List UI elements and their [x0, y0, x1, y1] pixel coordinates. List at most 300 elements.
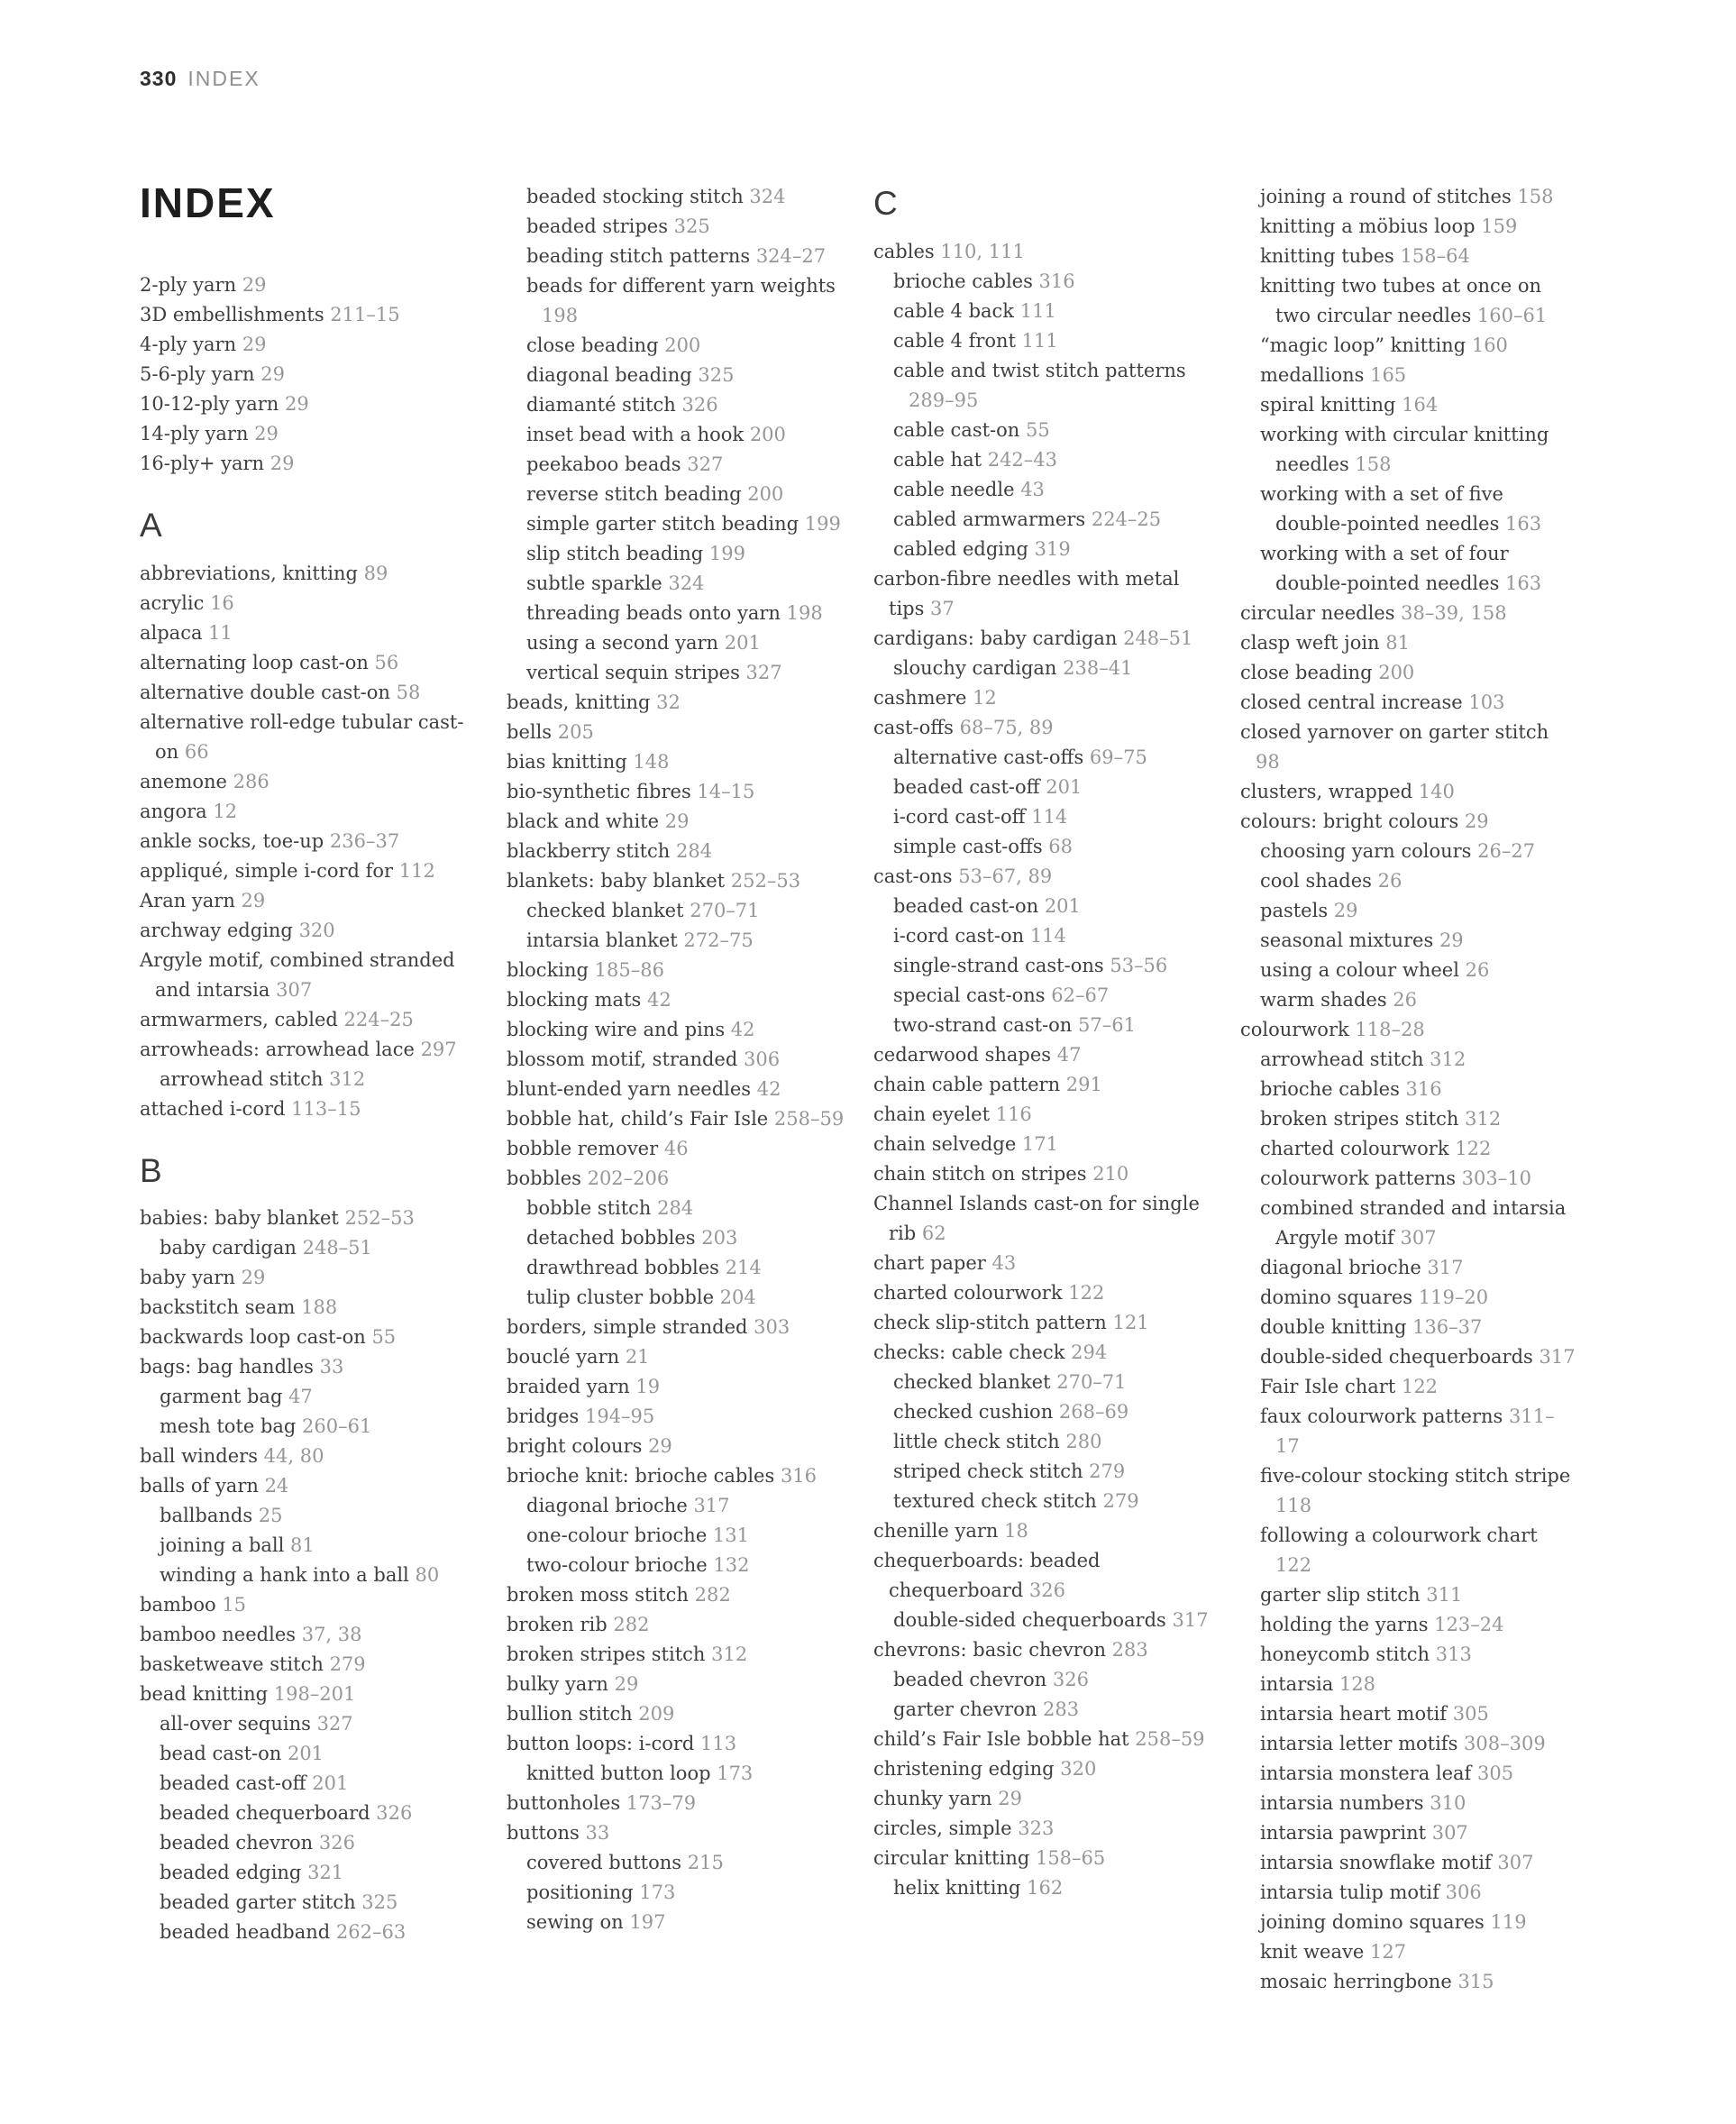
index-subentry [140, 1769, 478, 1799]
entry-page-ref: 162 [1020, 1876, 1064, 1899]
entry-label: subtle sparkle [526, 572, 662, 594]
entry-label: cashmere [873, 686, 967, 709]
index-subentry [1240, 1402, 1578, 1461]
entry-page-ref: 68–75, 89 [953, 716, 1054, 738]
index-subentry [1240, 1759, 1578, 1789]
entry-page-ref: 311–17 [1275, 1405, 1555, 1457]
entry-page-ref: 283 [1106, 1638, 1148, 1661]
entry-label: following a colourwork chart [1260, 1524, 1538, 1546]
index-entry [140, 946, 478, 1005]
entry-label: black and white [507, 810, 660, 832]
entry-label: ballbands [160, 1505, 253, 1527]
entry-label: slip stitch beading [526, 543, 704, 564]
index-subentry [1240, 1075, 1578, 1104]
entry-label: alternative double cast-on [140, 681, 390, 703]
entry-page-ref: 110, 111 [934, 240, 1025, 262]
entry-label: i-cord cast-off [893, 805, 1026, 828]
index-entry [140, 1620, 478, 1650]
entry-page-ref: 29 [234, 889, 266, 911]
entry-label: balls of yarn [140, 1475, 259, 1497]
entry-label: two-colour brioche [526, 1554, 708, 1576]
entry-label: beaded chevron [893, 1668, 1047, 1690]
entry-label: joining a ball [160, 1534, 285, 1557]
entry-label: warm shades [1260, 989, 1387, 1011]
entry-page-ref: 307 [1491, 1852, 1534, 1873]
entry-page-ref: 317 [1165, 1608, 1209, 1631]
entry-label: cast-ons [873, 865, 953, 887]
index-entry [140, 618, 478, 648]
entry-label: peekaboo beads [526, 453, 681, 475]
index-column-1 [140, 179, 478, 1947]
entry-label: intarsia pawprint [1260, 1822, 1427, 1844]
entry-page-ref: 283 [1037, 1698, 1080, 1720]
entry-page-ref: 202–206 [580, 1167, 670, 1189]
entry-page-ref: 324 [662, 572, 705, 594]
entry-label: blossom motif, stranded [507, 1048, 738, 1070]
index-entry [140, 389, 478, 419]
entry-label: blankets: baby blanket [507, 870, 726, 892]
index-entry [507, 1164, 845, 1194]
index-subentry [873, 802, 1211, 832]
entry-page-ref: 171 [1016, 1132, 1059, 1155]
entry-label: chain selvedge [873, 1132, 1017, 1155]
entry-page-ref: 118 [1275, 1495, 1312, 1516]
index-entry [140, 767, 478, 797]
index-entry [1240, 718, 1578, 777]
entry-page-ref: 12 [966, 686, 997, 709]
index-subentry [1240, 926, 1578, 956]
entry-label: close beading [1240, 662, 1373, 683]
entry-label: mosaic herringbone [1260, 1971, 1452, 1992]
entry-page-ref: 44, 80 [257, 1445, 324, 1468]
entry-label: garter chevron [893, 1698, 1037, 1720]
entry-page-ref: 199 [799, 513, 841, 535]
entry-label: beaded cast-off [160, 1772, 306, 1795]
index-subentry [1240, 390, 1578, 420]
index-subentry [1240, 1194, 1578, 1253]
entry-label: braided yarn [507, 1376, 630, 1397]
index-subentry [1240, 1104, 1578, 1134]
index-entry [507, 1789, 845, 1818]
index-subentry [507, 182, 845, 212]
entry-page-ref: 29 [236, 334, 267, 355]
entry-page-ref: 29 [991, 1787, 1022, 1809]
entry-page-ref: 68 [1042, 835, 1074, 857]
entry-label: angora [140, 800, 207, 822]
entry-label: child’s Fair Isle bobble hat [873, 1727, 1129, 1750]
entry-label: faux colourwork patterns [1260, 1405, 1503, 1427]
entry-label: using a second yarn [526, 632, 719, 654]
entry-page-ref: 47 [282, 1386, 313, 1408]
index-subentry [507, 1551, 845, 1580]
entry-page-ref: 324 [743, 186, 786, 207]
index-subentry [873, 654, 1211, 683]
index-entry [140, 708, 478, 767]
index-subentry [507, 658, 845, 688]
index-subentry [1240, 1134, 1578, 1164]
index-subentry [873, 1011, 1211, 1040]
entry-page-ref: 16 [204, 591, 234, 614]
entry-page-ref: 312 [705, 1643, 748, 1665]
entry-label: double-sided chequerboards [893, 1608, 1166, 1631]
entry-page-ref: 324–27 [750, 245, 827, 267]
index-entry [1240, 658, 1578, 688]
entry-page-ref: 173–79 [620, 1792, 697, 1814]
entry-page-ref: 262–63 [330, 1921, 407, 1944]
index-subentry [873, 475, 1211, 505]
entry-label: 3D embellishments [140, 304, 324, 325]
index-entry [140, 449, 478, 479]
index-entry [873, 1516, 1211, 1546]
entry-page-ref: 29 [608, 1673, 639, 1695]
letter-heading: A [140, 507, 162, 544]
index-entry [140, 1005, 478, 1035]
entry-label: i-cord cast-on [893, 924, 1025, 947]
entry-page-ref: 320 [292, 919, 335, 941]
entry-page-ref: 311 [1420, 1584, 1463, 1606]
index-column-4 [1240, 182, 1578, 1997]
entry-page-ref: 319 [1028, 537, 1071, 560]
index-subentry [507, 1194, 845, 1223]
index-entry [1240, 688, 1578, 718]
entry-label: checks: cable check [873, 1341, 1065, 1363]
entry-page-ref: 122 [1275, 1554, 1312, 1576]
index-entry [140, 360, 478, 389]
entry-label: beaded cast-off [893, 775, 1040, 798]
index-subentry [1240, 182, 1578, 212]
entry-label: check slip-stitch pattern [873, 1311, 1107, 1333]
index-entry [873, 1040, 1211, 1070]
entry-page-ref: 114 [1025, 805, 1068, 828]
index-subentry [140, 1561, 478, 1590]
letter-heading: C [873, 185, 898, 222]
entry-label: intarsia letter motifs [1260, 1733, 1458, 1754]
entry-label: borders, simple stranded [507, 1316, 748, 1338]
index-subentry [1240, 1878, 1578, 1908]
entry-label: textured check stitch [893, 1489, 1097, 1512]
entry-page-ref: 279 [1096, 1489, 1139, 1512]
index-subentry [1240, 866, 1578, 896]
entry-label: bridges [507, 1405, 580, 1427]
index-entry [507, 1313, 845, 1342]
entry-page-ref: 325 [691, 364, 735, 386]
entry-label: cable and twist stitch patterns [893, 359, 1186, 381]
entry-label: five-colour stocking stitch stripe [1260, 1465, 1571, 1487]
index-subentry [140, 1739, 478, 1769]
index-subentry [1240, 837, 1578, 866]
entry-page-ref: 58 [389, 681, 421, 703]
entry-page-ref: 122 [1395, 1376, 1439, 1397]
index-subentry [1240, 271, 1578, 331]
entry-label: broken stripes stitch [1260, 1108, 1459, 1130]
entry-page-ref: 53–67, 89 [952, 865, 1053, 887]
entry-label: anemone [140, 770, 227, 792]
index-entry [140, 419, 478, 449]
entry-label: arrowhead stitch [1260, 1048, 1424, 1070]
index-subentry [507, 1908, 845, 1937]
entry-page-ref: 159 [1475, 215, 1518, 237]
index-subentry [507, 509, 845, 539]
entry-label: broken moss stitch [507, 1584, 689, 1606]
entry-page-ref: 294 [1064, 1341, 1108, 1363]
entry-page-ref: 160 [1466, 334, 1508, 356]
index-subentry [507, 1521, 845, 1551]
index-entry [140, 559, 478, 589]
entry-label: arrowheads: arrowhead lace [140, 1038, 415, 1060]
entry-page-ref: 112 [393, 859, 435, 882]
entry-label: backwards loop cast-on [140, 1326, 366, 1349]
index-entry [507, 956, 845, 985]
index-entry [140, 589, 478, 618]
entry-page-ref: 113–15 [285, 1097, 361, 1120]
index-subentry [873, 1665, 1211, 1695]
index-entry [1240, 777, 1578, 807]
entry-label: archway edging [140, 919, 293, 941]
index-entry [1240, 628, 1578, 658]
entry-label: bells [507, 721, 553, 743]
index-subentry [873, 445, 1211, 475]
entry-label: charted colourwork [873, 1281, 1063, 1304]
entry-page-ref: 270–71 [683, 900, 760, 921]
entry-label: acrylic [140, 591, 205, 614]
entry-page-ref: 98 [1256, 751, 1280, 773]
entry-label: sewing on [526, 1911, 624, 1933]
entry-label: clasp weft join [1240, 632, 1380, 654]
entry-page-ref: 282 [688, 1584, 731, 1606]
entry-label: diagonal brioche [526, 1495, 688, 1516]
entry-label: intarsia [1260, 1673, 1334, 1695]
index-subentry [873, 267, 1211, 297]
index-entry [873, 1338, 1211, 1368]
entry-page-ref: 116 [990, 1103, 1032, 1125]
index-entry [140, 916, 478, 946]
index-subentry [140, 1858, 478, 1888]
index-subentry [1240, 1908, 1578, 1937]
entry-page-ref: 307 [270, 978, 313, 1001]
index-subentry [507, 1253, 845, 1283]
entry-page-ref: 303–10 [1456, 1167, 1531, 1189]
entry-page-ref: 268–69 [1053, 1400, 1129, 1423]
index-subentry [1240, 1164, 1578, 1194]
entry-page-ref: 320 [1054, 1757, 1097, 1780]
entry-page-ref: 113 [694, 1733, 737, 1754]
entry-label: colourwork patterns [1260, 1167, 1456, 1189]
entry-label: double knitting [1260, 1316, 1407, 1338]
index-entry [507, 1372, 845, 1402]
entry-label: working with a set of five double-pointed needles [1260, 483, 1503, 535]
entry-page-ref: 307 [1393, 1227, 1437, 1249]
index-subentry [873, 1368, 1211, 1397]
index-entry [140, 1590, 478, 1620]
index-subentry [873, 297, 1211, 326]
entry-label: cabled armwarmers [893, 508, 1086, 530]
entry-label: blocking mats [507, 989, 642, 1011]
index-entry [140, 270, 478, 300]
index-entry [507, 837, 845, 866]
entry-label: beaded garter stitch [160, 1891, 356, 1914]
entry-page-ref: 21 [619, 1346, 650, 1368]
entry-label: vertical sequin stripes [526, 662, 740, 683]
index-subentry [1240, 212, 1578, 242]
entry-page-ref: 313 [1430, 1643, 1472, 1665]
entry-page-ref: 224–25 [337, 1008, 414, 1030]
entry-label: cardigans: baby cardigan [873, 627, 1118, 649]
entry-page-ref: 19 [629, 1376, 661, 1397]
entry-page-ref: 307 [1426, 1822, 1468, 1844]
entry-label: chequerboards: beaded chequerboard [873, 1549, 1101, 1601]
index-entry [1240, 1015, 1578, 1045]
entry-label: beaded edging [160, 1862, 302, 1884]
entry-page-ref: 81 [284, 1534, 315, 1557]
entry-page-ref: 114 [1024, 924, 1066, 947]
index-subentry [507, 1878, 845, 1908]
entry-page-ref: 26–27 [1471, 840, 1536, 862]
entry-label: circular knitting [873, 1846, 1030, 1869]
entry-label: cables [873, 240, 935, 262]
entry-label: cable hat [893, 448, 982, 471]
entry-page-ref: 33 [313, 1356, 344, 1378]
entry-page-ref: 12 [206, 800, 238, 822]
entry-page-ref: 272–75 [677, 929, 754, 951]
index-subentry [1240, 1521, 1578, 1580]
entry-page-ref: 119 [1484, 1911, 1527, 1933]
index-subentry [1240, 1313, 1578, 1342]
entry-page-ref: 66 [178, 740, 209, 763]
entry-label: cable 4 front [893, 329, 1016, 352]
entry-label: blocking [507, 959, 589, 981]
index-subentry [140, 1382, 478, 1412]
entry-label: bullion stitch [507, 1703, 633, 1725]
entry-label: chunky yarn [873, 1787, 992, 1809]
entry-page-ref: 201 [1038, 894, 1081, 917]
entry-label: all-over sequins [160, 1713, 311, 1735]
index-subentry [873, 326, 1211, 356]
entry-page-ref: 56 [368, 651, 399, 673]
index-subentry [1240, 1283, 1578, 1313]
running-head-label: INDEX [187, 67, 260, 90]
entry-label: circles, simple [873, 1817, 1012, 1839]
entry-label: cool shades [1260, 870, 1372, 892]
entry-label: honeycomb stitch [1260, 1643, 1430, 1665]
entry-page-ref: 316 [1032, 270, 1075, 292]
entry-page-ref: 29 [1458, 810, 1489, 832]
entry-label: cabled edging [893, 537, 1028, 560]
index-subentry [1240, 1342, 1578, 1372]
entry-label: working with circular knitting needles [1260, 424, 1549, 475]
index-subentry [140, 1799, 478, 1828]
entry-page-ref: 317 [1532, 1346, 1576, 1368]
index-entry [873, 862, 1211, 892]
index-subentry [1240, 1848, 1578, 1878]
entry-label: 4-ply yarn [140, 334, 237, 355]
entry-label: intarsia numbers [1260, 1792, 1424, 1814]
index-subentry [507, 896, 845, 926]
entry-label: cable 4 back [893, 299, 1015, 322]
entry-label: winding a hank into a ball [160, 1564, 409, 1587]
index-subentry [507, 390, 845, 420]
index-entry [507, 1045, 845, 1075]
index-entry [140, 827, 478, 856]
entry-page-ref: 55 [1019, 418, 1050, 441]
index-entry [873, 1308, 1211, 1338]
entry-label: abbreviations, knitting [140, 562, 358, 584]
index-subentry [1240, 539, 1578, 599]
entry-label: cast-offs [873, 716, 954, 738]
entry-page-ref: 111 [1014, 299, 1056, 322]
entry-label: Channel Islands cast-on for single rib [873, 1192, 1200, 1244]
index-subentry [507, 926, 845, 956]
entry-label: positioning [526, 1881, 634, 1903]
entry-label: drawthread bobbles [526, 1257, 719, 1278]
entry-page-ref: 123–24 [1428, 1614, 1504, 1635]
entry-label: baby yarn [140, 1267, 235, 1289]
entry-label: close beading [526, 334, 659, 356]
entry-label: blocking wire and pins [507, 1019, 726, 1040]
entry-label: diamanté stitch [526, 394, 676, 416]
entry-page-ref: 200 [658, 334, 701, 356]
entry-label: colours: bright colours [1240, 810, 1459, 832]
entry-page-ref: 62 [916, 1222, 946, 1244]
index-subentry [873, 1873, 1211, 1903]
index-subentry [873, 743, 1211, 773]
index-subentry [1240, 420, 1578, 480]
entry-label: special cast-ons [893, 984, 1046, 1006]
index-entry [873, 1814, 1211, 1844]
index-subentry [507, 1759, 845, 1789]
entry-label: 10-12-ply yarn [140, 393, 279, 415]
index-subentry [140, 1412, 478, 1442]
index-subentry [1240, 1253, 1578, 1283]
entry-label: appliqué, simple i-cord for [140, 859, 394, 882]
index-subentry [507, 1223, 845, 1253]
entry-label: 2-ply yarn [140, 274, 237, 296]
entry-label: domino squares [1260, 1286, 1413, 1308]
entry-label: bamboo needles [140, 1624, 297, 1646]
index-entry [507, 1104, 845, 1134]
entry-page-ref: 312 [323, 1067, 366, 1090]
entry-label: brioche cables [1260, 1078, 1400, 1100]
entry-label: cable needle [893, 478, 1015, 500]
entry-page-ref: 200 [741, 483, 784, 505]
index-subentry [507, 1491, 845, 1521]
entry-page-ref: 248–51 [1117, 627, 1193, 649]
entry-label: little check stitch [893, 1430, 1060, 1452]
entry-page-ref: 317 [1421, 1257, 1464, 1278]
index-subentry [1240, 1818, 1578, 1848]
entry-page-ref: 158 [1348, 453, 1392, 475]
entry-page-ref: 194–95 [579, 1405, 655, 1427]
index-entry [873, 1844, 1211, 1873]
entry-page-ref: 42 [751, 1078, 781, 1100]
entry-page-ref: 211–15 [324, 304, 400, 325]
index-subentry [1240, 1967, 1578, 1997]
index-subentry [1240, 1670, 1578, 1699]
entry-label: Aran yarn [140, 889, 235, 911]
entry-page-ref: 127 [1364, 1941, 1407, 1963]
index-subentry [140, 1233, 478, 1263]
index-entry [1240, 807, 1578, 837]
entry-label: babies: baby blanket [140, 1207, 339, 1230]
letter-heading: B [140, 1151, 162, 1189]
entry-page-ref: 164 [1395, 394, 1439, 416]
entry-page-ref: 327 [681, 453, 724, 475]
entry-page-ref: 119–20 [1412, 1286, 1489, 1308]
index-entry [507, 1580, 845, 1610]
entry-label: “magic loop” knitting [1260, 334, 1466, 356]
index-entry [140, 856, 478, 886]
entry-page-ref: 131 [707, 1524, 750, 1546]
index-entry [140, 1204, 478, 1233]
